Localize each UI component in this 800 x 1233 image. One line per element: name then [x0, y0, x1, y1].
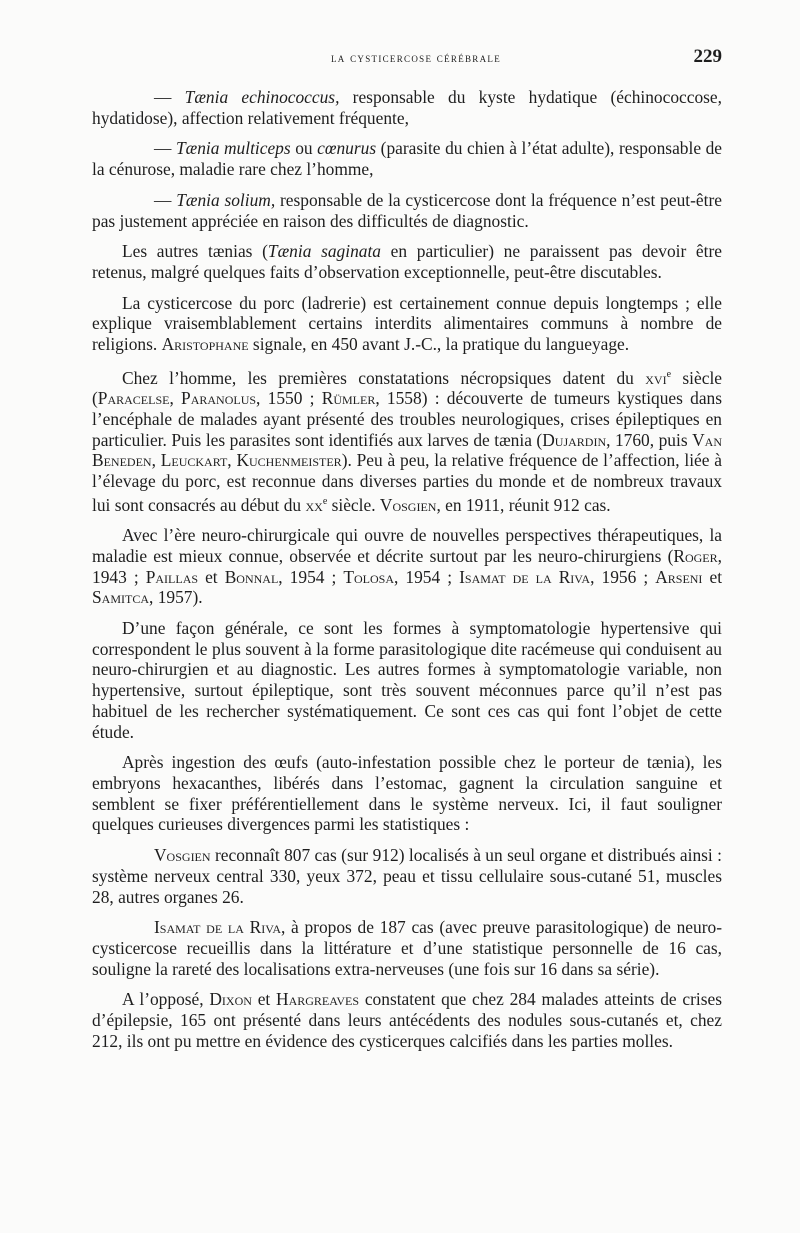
- text-run: 1954 ;: [282, 566, 344, 587]
- author-name: Paillas: [145, 566, 199, 587]
- text-run: Avec l’ère neuro-chirurgicale qui ouvre de nouvelles perspectives thérapeutiques, la maladie est mieux connue, observée et décrite surtout par les neuro-chirurgiens (: [92, 525, 722, 566]
- paragraph: [92, 752, 722, 835]
- author-name: Hargreaves: [276, 989, 360, 1010]
- author-name: Isamat de la Riva,: [154, 917, 286, 938]
- author-name: xvi: [645, 367, 667, 388]
- text-run: responsable de la cysticercose dont la fréquence n’est peut-être pas justement appréciée en raison des difficultés de diagnostic.: [92, 189, 722, 231]
- paragraph: [92, 845, 722, 907]
- author-name: xx: [305, 494, 323, 515]
- author-name: Arseni: [655, 566, 703, 587]
- text-run: A l’opposé,: [122, 989, 210, 1010]
- paragraph: [92, 190, 722, 231]
- text-run: et: [198, 566, 225, 587]
- taxon-name: Tænia echinococcus,: [184, 87, 340, 107]
- taxon-name: Tænia multiceps: [175, 138, 291, 159]
- taxon-name: cœnurus: [317, 138, 377, 159]
- text-run: constatent que chez 284 malades atteints de crises d’épilepsie, 165 ont présenté dans leurs antécédents des nodules sous-cutanés et, chez 212, ils ont pu mettre en évidence des cysticerques calcifiés dans les parties molles.: [92, 989, 722, 1051]
- text-run: D’une façon générale, ce sont les formes à symptomatologie hypertensive qui correspondent le plus souvent à la forme parasitologique dite racémeuse qui conduisent au neuro-chirurgien et au diagnostic. Les autres formes à symptomatologie variable, non hypertensive, surtout épileptique, sont très souvent méconnues parce qu’il n’est pas habituel de les rechercher systématiquement. Ce sont ces cas qui font l’objet de cette étude.: [92, 618, 722, 742]
- author-name: Paracelse, Paranolus,: [97, 388, 261, 409]
- text-run: La cysticercose du porc (ladrerie) est certainement connue depuis longtemps ; elle explique vraisemblablement certains interdits alimentaires communs à nombre de religions.: [92, 292, 722, 355]
- author-name: Vosgien: [154, 845, 211, 866]
- text-run: 1550 ;: [260, 388, 322, 409]
- paragraph: [92, 525, 722, 608]
- running-title: la cysticercose cérébrale: [330, 50, 501, 65]
- paragraph: [92, 365, 722, 516]
- author-name: Bonnal,: [224, 566, 283, 587]
- author-name: Isamat de la Riva,: [459, 566, 595, 587]
- author-name: Tolosa,: [343, 566, 399, 587]
- author-name: Rümler,: [321, 388, 380, 409]
- author-name: Dixon: [209, 989, 252, 1010]
- text-run: Les autres tænias (: [122, 241, 268, 262]
- text-run: 1943 ;: [92, 566, 146, 587]
- paragraph: [92, 618, 722, 742]
- author-name: Aristophane: [161, 334, 249, 355]
- paragraph: [92, 87, 722, 128]
- text-run: —: [154, 189, 177, 210]
- text-run: 1957).: [153, 587, 203, 608]
- body-text: [92, 87, 722, 1061]
- text-run: 1760, puis: [610, 429, 693, 450]
- author-name: Van Beneden, Leuckart, Kuchenmeister: [92, 429, 722, 471]
- text-run: 1558) : découverte de tumeurs kystiques dans l’encéphale de malades ayant présenté des troubles neurologiques, crises épileptiques en particulier. Puis les parasites sont identifiés aux larves de tænia (: [92, 388, 723, 450]
- author-name: Samitca,: [92, 587, 154, 608]
- paragraph: [92, 989, 722, 1051]
- paragraph: [92, 293, 722, 355]
- taxon-name: Tænia saginata: [267, 241, 381, 262]
- text-run: —: [154, 138, 176, 159]
- running-head: [0, 46, 800, 72]
- taxon-name: Tænia solium,: [176, 189, 276, 210]
- author-name: Roger,: [673, 545, 722, 566]
- text-run: responsable du kyste hydatique (échinococcose, hydatidose), affection relativement fréquente,: [92, 87, 722, 128]
- text-run: siècle (: [92, 367, 722, 409]
- text-run: ). Peu à peu, la relative fréquence de l’affection, liée à l’élevage du porc, est reconnue dans diverses parties du monde et de nombreux travaux lui sont consacrés au début du: [92, 450, 722, 515]
- text-run: à propos de 187 cas (avec preuve parasitologique) de neuro-cysticercose recueillis dans la littérature et d’une statistique personnelle de 16 cas, souligne la rareté des localisations extra-nerveuses (une fois sur 16 dans sa série).: [92, 917, 722, 979]
- author-name: Dujardin,: [542, 429, 611, 450]
- text-run: Après ingestion des œufs (auto-infestation possible chez le porteur de tænia), les embryons hexacanthes, libérés dans l’estomac, gagnent la circulation sanguine et semblent se fixer préférentiellement dans le système nerveux. Ici, il faut souligner quelques curieuses divergences parmi les statistiques :: [92, 752, 722, 835]
- text-run: —: [154, 87, 185, 107]
- paragraph: [92, 138, 722, 179]
- text-run: signale, en 450 avant J.-C., la pratique du langueyage.: [248, 334, 630, 355]
- text-run: ou: [290, 138, 318, 159]
- text-run: (parasite du chien à l’état adulte), responsable de la cénurose, maladie rare chez l’homme,: [92, 138, 723, 180]
- page-number: 229: [693, 46, 722, 67]
- text-run: en 1911, réunit 912 cas.: [440, 494, 611, 515]
- text-run: 1954 ;: [398, 566, 460, 587]
- text-run: reconnaît 807 cas (sur 912) localisés à un seul organe et distribués ainsi : système nerveux central 330, yeux 372, peau et tissu cellulaire sous-cutané 51, muscles 28, autres organes 26.: [92, 845, 722, 907]
- paragraph: [92, 241, 722, 282]
- superscript: e: [322, 495, 328, 507]
- text-run: en particulier) ne paraissent pas devoir être retenus, malgré quelques faits d’observation exceptionnelle, peut-être discutables.: [92, 241, 722, 282]
- paragraph: [92, 917, 722, 979]
- text-run: et: [702, 566, 723, 587]
- text-run: 1956 ;: [594, 566, 656, 587]
- author-name: Vosgien,: [379, 494, 441, 515]
- text-run: Chez l’homme, les premières constatations nécropsiques datent du: [122, 367, 646, 388]
- text-run: et: [251, 989, 277, 1010]
- text-run: siècle.: [327, 494, 380, 515]
- superscript: e: [666, 368, 672, 380]
